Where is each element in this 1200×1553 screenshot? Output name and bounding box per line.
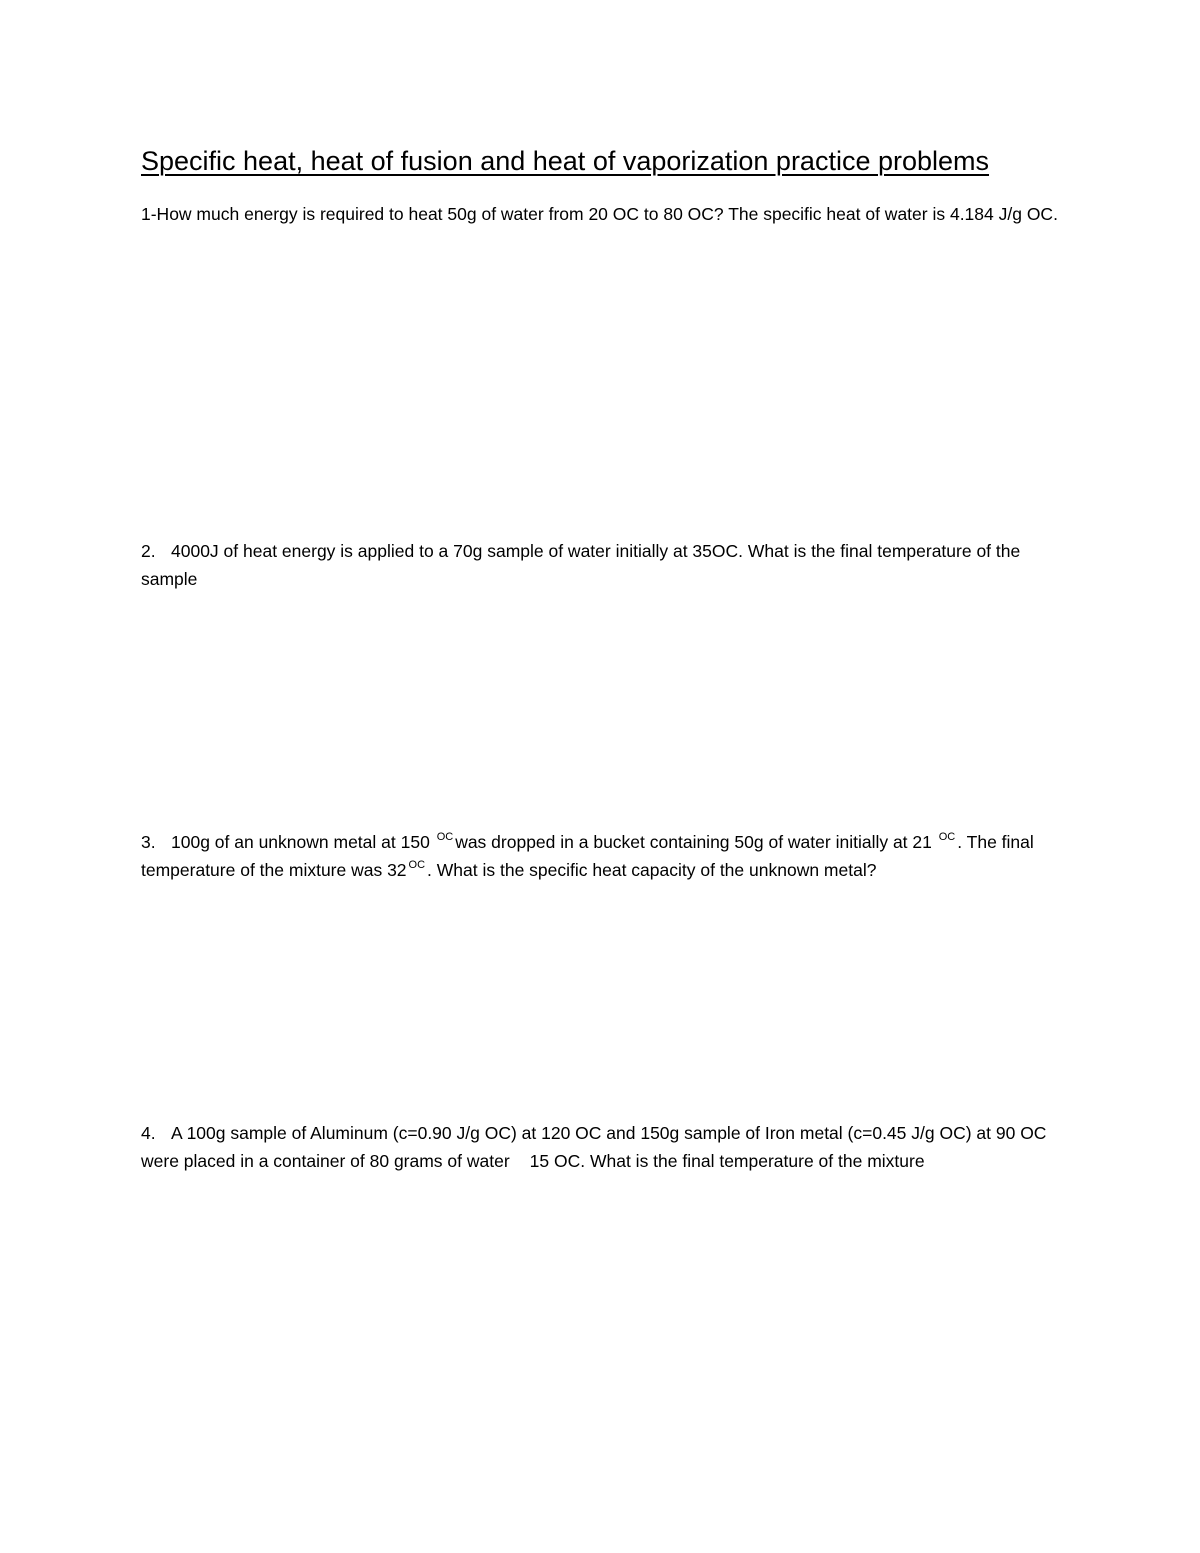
problem-4-text-part-1: A 100g sample of Aluminum (c=0.90 J/g OC) at 120 OC and 150g sample of Iron metal (c=0.45 J/g OC) at 90 OC were placed in a container of 80 grams of water <box>141 1123 1047 1171</box>
problem-2-text: 4000J of heat energy is applied to a 70g sample of water initially at 35OC. What is the final temperature of the sample <box>141 541 1021 589</box>
problem-2 <box>141 537 1061 593</box>
problem-2-number: 2. <box>141 541 156 561</box>
problem-4-text-part-2: 15 OC. What is the final temperature of the mixture <box>529 1151 925 1171</box>
problem-3-text-part-1: 100g of an unknown metal at 150 <box>171 832 430 852</box>
problem-3-text-part-4: . What is the specific heat capacity of the unknown metal? <box>427 860 877 880</box>
degree-unit-superscript: OC <box>436 831 454 843</box>
problem-4-number: 4. <box>141 1123 156 1143</box>
problem-3 <box>141 828 1061 884</box>
problem-3-text-part-2: was dropped in a bucket containing 50g of water initially at 21 <box>455 832 932 852</box>
degree-unit-superscript: OC <box>408 859 426 871</box>
problem-3-number: 3. <box>141 832 156 852</box>
problem-1 <box>141 200 1061 228</box>
problem-4 <box>141 1119 1061 1175</box>
problem-1-text: 1-How much energy is required to heat 50g of water from 20 OC to 80 OC? The specific heat of water is 4.184 J/g OC. <box>141 204 1058 224</box>
degree-unit-superscript: OC <box>938 831 956 843</box>
problem-3-text-part-3: . The final temperature of the mixture was 32 <box>141 832 1034 880</box>
page-title: Specific heat, heat of fusion and heat of vaporization practice problems <box>141 146 990 176</box>
